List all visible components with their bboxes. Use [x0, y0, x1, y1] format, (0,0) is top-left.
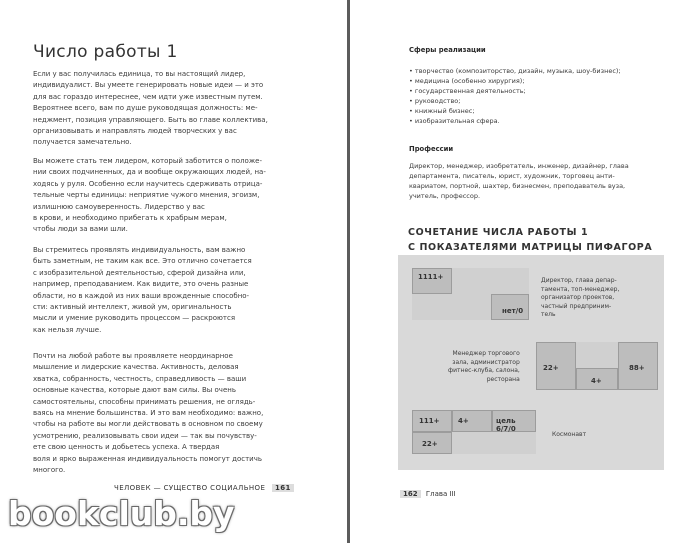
text-line: области, но в каждой из них ваши врожденные способно- [33, 291, 250, 300]
group1-description: Директор, глава депар- тамента, топ-менеджер, организатор проектов, частный предприним- тель [541, 277, 620, 318]
text-line: мысли и умение руководить процессом — раскроются [33, 314, 236, 323]
text-line: ходясь у руля. Особенно если научитесь сдерживать отрица- [33, 179, 263, 188]
text-line: чтобы люди за вами шли. [33, 225, 128, 234]
text-line: быть заметным, не таким как все. Это отлично сочетается [33, 257, 252, 266]
text-line: для вас гораздо интереснее, чем идти уже известным путем. [33, 92, 263, 101]
text-line: усмотрению, реализовывать свои идеи — так вы почувству- [33, 431, 257, 440]
footer-chapter: Глава III [425, 490, 456, 498]
matrix-cell: цель 6/7/0 [492, 410, 536, 432]
text-line: департамента, писатель, юрист, художник, торговец анти- [409, 172, 615, 180]
right-page [350, 0, 700, 543]
professions-heading: Профессии [409, 145, 454, 153]
text-line: тельные черты единицы: неприятие чужого мнения, эгоизм, [33, 191, 260, 200]
text-line: мышление и лидерские качества. Активность, деловая [33, 363, 239, 372]
text-line: ете свою ценность и добьетесь успеха. А твердая [33, 443, 220, 452]
paragraph-4 [33, 351, 295, 476]
text-line: например, преподаванием. Как видите, это очень разные [33, 280, 249, 289]
group3-description: Космонавт [552, 431, 587, 438]
matrix-cell: нет/0 [491, 294, 529, 320]
page-number: 161 [272, 484, 294, 492]
matrix-cell: 4+ [452, 410, 492, 432]
title-line: С ПОКАЗАТЕЛЯМИ МАТРИЦЫ ПИФАГОРА [408, 242, 653, 253]
text-line: с изобразительной деятельностью, сферой дизайна или, [33, 268, 246, 277]
list-item: • творчество (композиторство, дизайн, музыка, шоу-бизнес); [409, 67, 621, 75]
matrix-cell: 22+ [536, 342, 576, 390]
footer-title: ЧЕЛОВЕК — СУЩЕСТВО СОЦИАЛЬНОЕ [114, 484, 266, 492]
text-line: чтобы на работе вы могли действовать в основном по своему [33, 420, 263, 429]
text-line: самостоятельны, способны принимать решения, не оглядь- [33, 397, 256, 406]
matrix-cell: 22+ [412, 432, 452, 454]
text-line: учитель, профессор. [409, 192, 481, 200]
list-item: • государственная деятельность; [409, 87, 526, 95]
left-page [0, 0, 346, 543]
professions-text [409, 161, 689, 201]
text-line: Вы стремитесь проявлять индивидуальность, вам важно [33, 246, 246, 254]
text-line: Вы можете стать тем лидером, который заботится о положе- [33, 157, 262, 165]
matrix-cell: 1111+ [412, 268, 452, 294]
text-line: ваясь на мнение большинства. И это вам необходимо: важно, [33, 409, 264, 418]
text-line: неджмент, позиция управляющего. Быть во главе коллектива, [33, 115, 268, 124]
list-item: • медицина (особенно хирургия); [409, 77, 525, 85]
text-line: хватка, собранность, честность, справедливость — ваши [33, 374, 247, 383]
text-line: Вероятнее всего, вам по душе руководящая должность: ме- [33, 104, 258, 113]
title-line: СОЧЕТАНИЕ ЧИСЛА РАБОТЫ 1 [408, 227, 589, 238]
text-line: Почти на любой работе вы проявляете неординарное [33, 352, 233, 360]
paragraph-1 [33, 69, 295, 149]
text-line: Если у вас получилась единица, то вы настоящий лидер, [33, 70, 246, 78]
spheres-list [409, 66, 621, 126]
matrix-cell: 4+ [576, 368, 618, 390]
section-title: Число работы 1 [33, 42, 178, 62]
text-line: организовывать и направлять людей творческих у вас [33, 127, 237, 136]
text-line: в крови, и необходимо прибегать к храбрым мерам, [33, 214, 227, 223]
running-footer-left [114, 484, 294, 492]
text-line: индивидуалист. Вы умеете генерировать новые идеи — и это [33, 81, 264, 90]
text-line: как нельзя лучше. [33, 325, 102, 334]
text-line: Директор, менеджер, изобретатель, инженер, дизайнер, глава [409, 162, 629, 170]
text-line: квариатом, портной, шахтер, бизнесмен, преподаватель вуза, [409, 182, 626, 190]
group2-description: Менеджер торгового зала, администратор фитнес-клуба, салона, ресторана [448, 350, 520, 383]
page-number: 162 [400, 490, 421, 498]
text-line: нии своих подчиненных, да и вообще окружающих людей, на- [33, 168, 266, 177]
text-line: основные качества, которые дают вам силы. Вы очень [33, 386, 236, 395]
list-item: • изобразительная сфера. [409, 117, 500, 125]
paragraph-2 [33, 156, 295, 236]
matrix-cell: 111+ [412, 410, 452, 432]
text-line: сти: активный интеллект, живой ум, оригинальность [33, 303, 232, 312]
text-line: излишнюю самоуверенность. Лидерство у вас [33, 202, 205, 211]
list-item: • книжный бизнес; [409, 107, 475, 115]
spheres-heading: Сферы реализации [409, 46, 486, 54]
list-item: • руководство; [409, 97, 461, 105]
running-footer-right [400, 490, 456, 498]
paragraph-3 [33, 245, 295, 336]
watermark: bookclub.by [8, 494, 235, 533]
matrix-cell: 88+ [618, 342, 658, 390]
text-line: многого. [33, 466, 66, 475]
text-line: получается замечательно. [33, 138, 132, 147]
text-line: воля и ярко выраженная индивидуальность помогут достичь [33, 454, 262, 463]
pythagoras-matrix-diagram [398, 255, 664, 470]
combination-title [408, 225, 652, 255]
